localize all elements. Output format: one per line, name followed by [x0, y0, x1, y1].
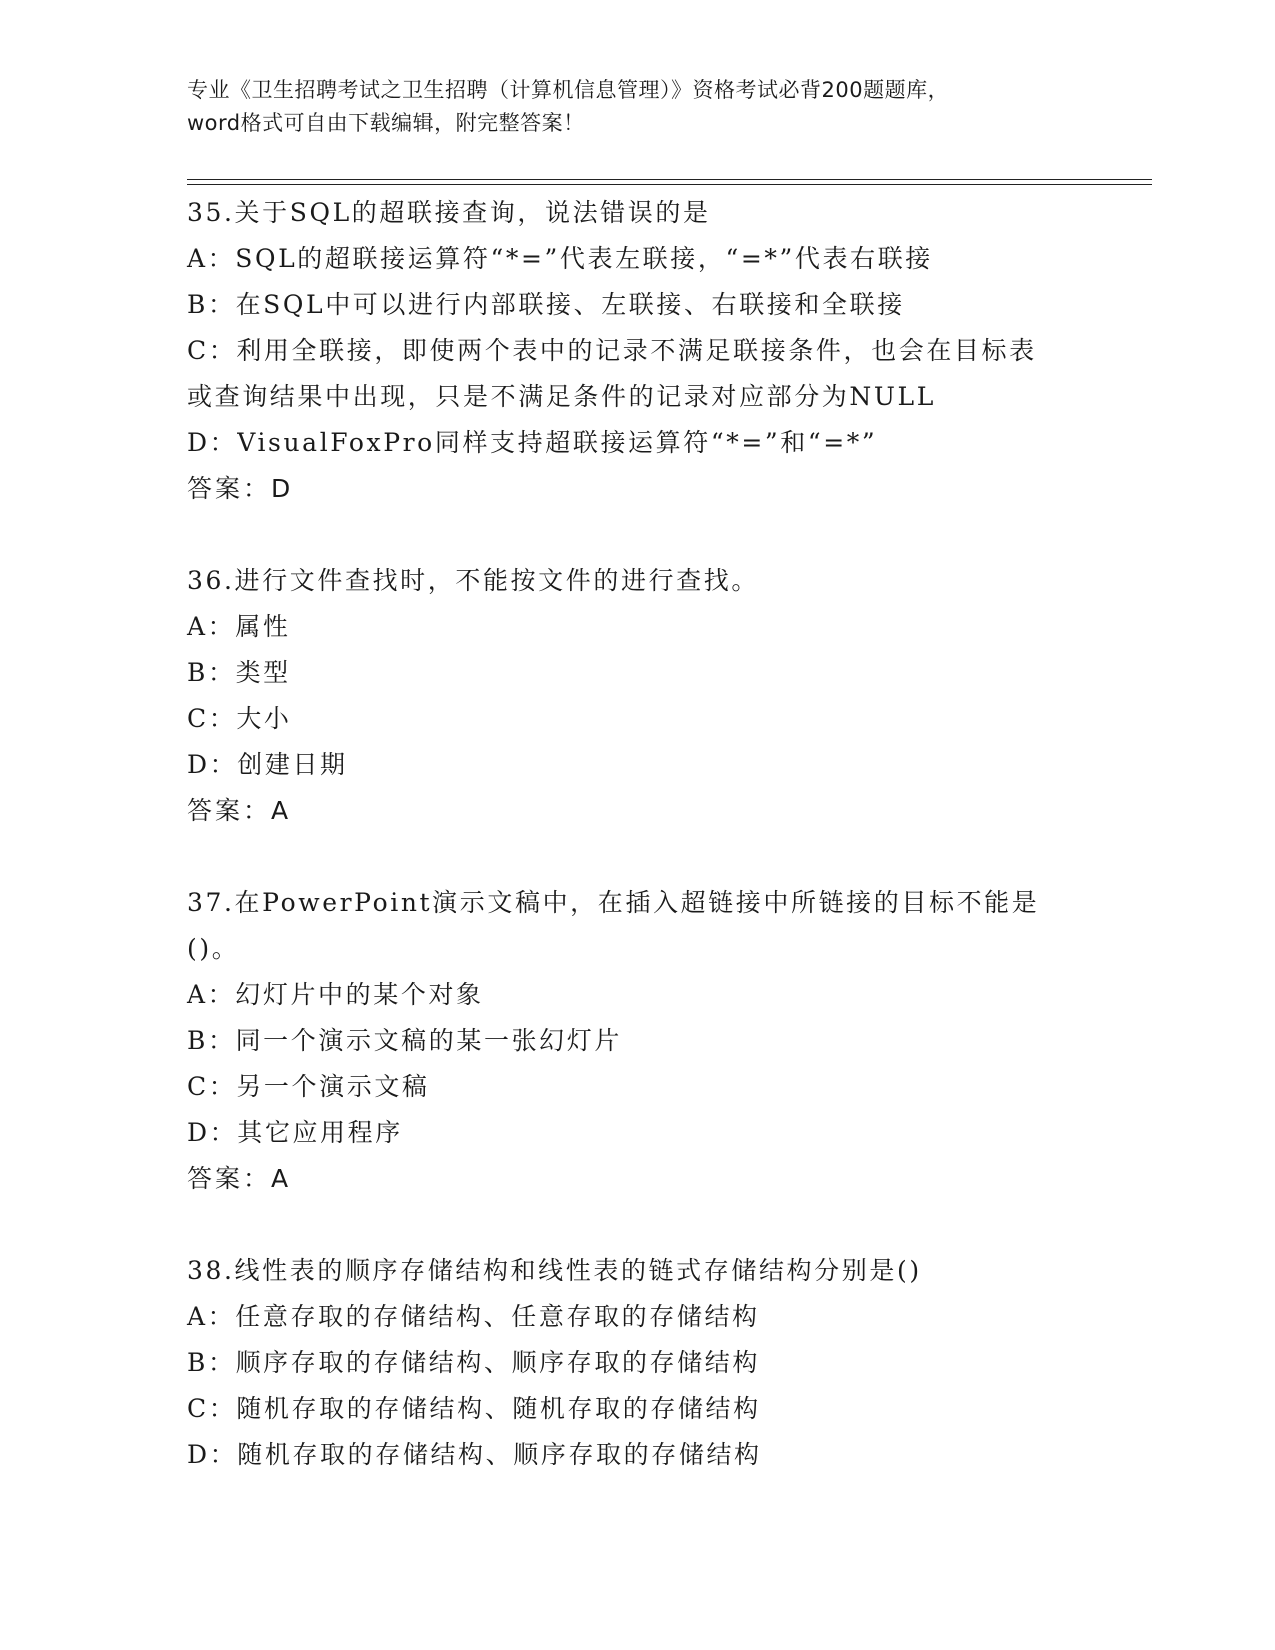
answer-key-label: 答案： [187, 796, 272, 825]
answer-option-line: A：幻灯片中的某个对象 [187, 980, 484, 1009]
answer-option [187, 282, 1087, 328]
answer-key-value: D [271, 474, 292, 503]
question-stem-line: 36.进行文件查找时，不能按文件的进行查找。 [187, 566, 759, 595]
answer-option-line: B：在SQL中可以进行内部联接、左联接、右联接和全联接 [187, 290, 905, 319]
header-divider-top [187, 179, 1152, 180]
answer-key-label: 答案： [187, 1164, 272, 1193]
question-stem [187, 558, 1087, 604]
question-stem-line: 38.线性表的顺序存储结构和线性表的链式存储结构分别是() [187, 1256, 922, 1285]
header-line-1: 专业《卫生招聘考试之卫生招聘（计算机信息管理）》资格考试必背200题题库， [187, 78, 950, 102]
answer-option-line: D：VisualFoxPro同样支持超联接运算符“*=”和“=*” [187, 428, 878, 457]
answer-option-line: D：创建日期 [187, 750, 348, 779]
answer-option [187, 650, 1087, 696]
header-line-2: word格式可自由下载编辑，附完整答案！ [187, 111, 585, 135]
document-header [187, 74, 1087, 140]
answer-option [187, 604, 1087, 650]
answer-key [187, 788, 1087, 834]
question-list [187, 190, 1087, 1524]
question-block [187, 880, 1087, 1202]
answer-option [187, 1294, 1087, 1340]
answer-option-line: C：利用全联接，即使两个表中的记录不满足联接条件，也会在目标表 [187, 336, 1037, 365]
answer-option-line: A：任意存取的存储结构、任意存取的存储结构 [187, 1302, 760, 1331]
question-stem [187, 1248, 1087, 1294]
answer-option [187, 1432, 1087, 1478]
question-stem-line: 35.关于SQL的超联接查询，说法错误的是 [187, 198, 711, 227]
question-block [187, 1248, 1087, 1478]
answer-key-value: A [271, 796, 290, 825]
answer-option-line: D：随机存取的存储结构、顺序存取的存储结构 [187, 1440, 762, 1469]
answer-option-line: B：同一个演示文稿的某一张幻灯片 [187, 1026, 622, 1055]
answer-option-line: 或查询结果中出现，只是不满足条件的记录对应部分为NULL [187, 382, 936, 411]
question-stem-line: ()。 [187, 934, 240, 963]
answer-key [187, 1156, 1087, 1202]
question-stem [187, 190, 1087, 236]
answer-option [187, 1110, 1087, 1156]
answer-option [187, 1386, 1087, 1432]
answer-option [187, 1064, 1087, 1110]
question-block [187, 558, 1087, 834]
question-stem-line: 37.在PowerPoint演示文稿中，在插入超链接中所链接的目标不能是 [187, 888, 1040, 917]
answer-option-line: A：属性 [187, 612, 291, 641]
question-block [187, 190, 1087, 512]
answer-option [187, 1018, 1087, 1064]
answer-option-line: C：随机存取的存储结构、随机存取的存储结构 [187, 1394, 761, 1423]
answer-option [187, 236, 1087, 282]
answer-option-line: C：另一个演示文稿 [187, 1072, 430, 1101]
answer-key-label: 答案： [187, 474, 272, 503]
answer-option [187, 420, 1087, 466]
answer-option-line: A：SQL的超联接运算符“*=”代表左联接，“=*”代表右联接 [187, 244, 933, 273]
answer-option [187, 742, 1087, 788]
answer-option-line: B：类型 [187, 658, 291, 687]
answer-option-line: C：大小 [187, 704, 292, 733]
header-divider-bottom [187, 184, 1152, 185]
answer-option [187, 696, 1087, 742]
answer-option [187, 1340, 1087, 1386]
answer-option [187, 328, 1087, 420]
answer-key-value: A [271, 1164, 290, 1193]
question-stem [187, 880, 1087, 972]
answer-option-line: B：顺序存取的存储结构、顺序存取的存储结构 [187, 1348, 760, 1377]
answer-option [187, 972, 1087, 1018]
answer-option-line: D：其它应用程序 [187, 1118, 403, 1147]
answer-key [187, 466, 1087, 512]
